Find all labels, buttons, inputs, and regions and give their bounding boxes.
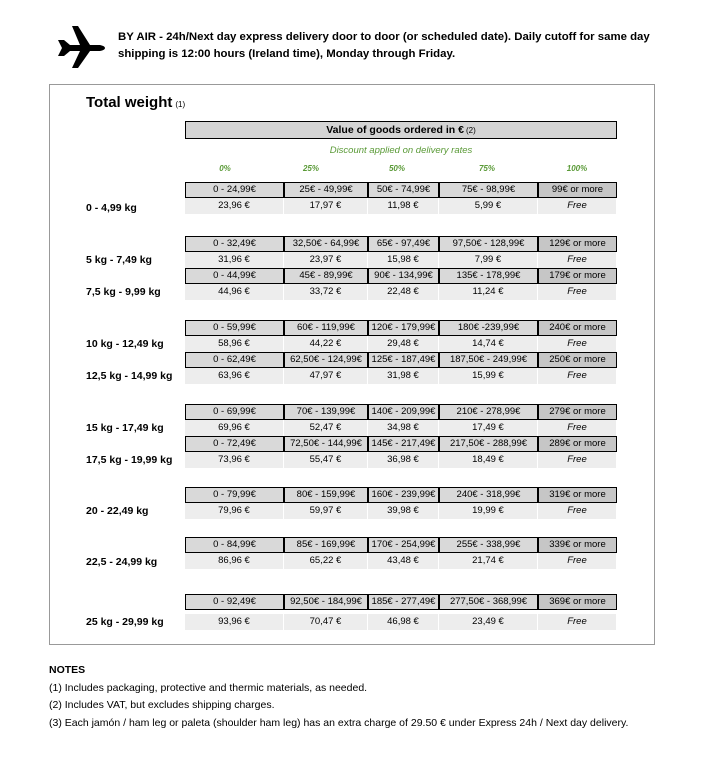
value-range-cell: 70€ - 139,99€ — [284, 404, 368, 420]
delivery-price-cell: Free — [538, 198, 617, 214]
value-range-cell: 135€ - 178,99€ — [439, 268, 538, 284]
delivery-price-cell: 15,99 € — [439, 368, 538, 384]
delivery-price-row — [185, 420, 617, 436]
value-range-cell: 160€ - 239,99€ — [368, 487, 439, 503]
delivery-price-cell: 39,98 € — [368, 503, 439, 519]
delivery-price-cell: 14,74 € — [439, 336, 538, 352]
value-range-row — [185, 182, 617, 198]
delivery-price-cell: 7,99 € — [439, 252, 538, 268]
value-range-row — [185, 236, 617, 252]
value-range-cell: 0 - 79,99€ — [185, 487, 284, 503]
delivery-price-row — [185, 336, 617, 352]
delivery-price-cell: 15,98 € — [368, 252, 439, 268]
value-range-cell: 187,50€ - 249,99€ — [439, 352, 538, 368]
delivery-price-cell: 58,96 € — [185, 336, 284, 352]
delivery-price-row — [185, 452, 617, 468]
value-range-cell: 0 - 69,99€ — [185, 404, 284, 420]
value-range-cell: 210€ - 278,99€ — [439, 404, 538, 420]
value-range-row — [185, 404, 617, 420]
value-range-cell: 250€ or more — [538, 352, 617, 368]
delivery-price-cell: 86,96 € — [185, 553, 284, 569]
value-range-cell: 120€ - 179,99€ — [368, 320, 439, 336]
delivery-price-cell: 63,96 € — [185, 368, 284, 384]
delivery-price-cell: 59,97 € — [284, 503, 368, 519]
delivery-price-cell: 36,98 € — [368, 452, 439, 468]
delivery-price-cell: 18,49 € — [439, 452, 538, 468]
value-range-cell: 289€ or more — [538, 436, 617, 452]
delivery-price-cell: 23,97 € — [284, 252, 368, 268]
notes — [49, 662, 659, 732]
delivery-price-cell: 33,72 € — [284, 284, 368, 300]
value-range-cell: 240€ - 318,99€ — [439, 487, 538, 503]
delivery-price-cell: 29,48 € — [368, 336, 439, 352]
delivery-price-cell: 69,96 € — [185, 420, 284, 436]
delivery-price-row — [185, 553, 617, 569]
discount-percent-2: 50% — [388, 164, 405, 173]
value-range-cell: 180€ -239,99€ — [439, 320, 538, 336]
delivery-price-cell: 44,22 € — [284, 336, 368, 352]
delivery-price-row — [185, 198, 617, 214]
weight-label: 20 - 22,49 kg — [86, 505, 149, 517]
delivery-price-cell: 19,99 € — [439, 503, 538, 519]
value-range-row — [185, 320, 617, 336]
weight-label: 22,5 - 24,99 kg — [86, 556, 158, 568]
value-range-cell: 90€ - 134,99€ — [368, 268, 439, 284]
delivery-price-cell: 17,49 € — [439, 420, 538, 436]
value-range-cell: 0 - 72,49€ — [185, 436, 284, 452]
header — [54, 22, 674, 72]
value-header-label: Value of goods ordered in € — [326, 124, 464, 136]
delivery-price-cell: 46,98 € — [368, 614, 439, 630]
weight-label: 12,5 kg - 14,99 kg — [86, 370, 173, 382]
value-range-cell: 0 - 44,99€ — [185, 268, 284, 284]
value-range-cell: 25€ - 49,99€ — [284, 182, 368, 198]
value-range-cell: 339€ or more — [538, 537, 617, 553]
value-range-cell: 65€ - 97,49€ — [368, 236, 439, 252]
delivery-price-cell: 44,96 € — [185, 284, 284, 300]
total-weight-label: Total weight — [86, 94, 173, 111]
delivery-price-cell: 23,49 € — [439, 614, 538, 630]
value-range-cell: 0 - 62,49€ — [185, 352, 284, 368]
delivery-price-cell: 34,98 € — [368, 420, 439, 436]
value-range-cell: 0 - 24,99€ — [185, 182, 284, 198]
value-range-cell: 75€ - 98,99€ — [439, 182, 538, 198]
delivery-price-cell: Free — [538, 503, 617, 519]
delivery-price-cell: Free — [538, 368, 617, 384]
value-range-cell: 0 - 84,99€ — [185, 537, 284, 553]
value-range-cell: 185€ - 277,49€ — [368, 594, 439, 610]
total-weight-note: (1) — [175, 100, 186, 109]
delivery-price-cell: 93,96 € — [185, 614, 284, 630]
delivery-price-cell: 79,96 € — [185, 503, 284, 519]
value-range-cell: 0 - 32,49€ — [185, 236, 284, 252]
delivery-price-cell: 11,24 € — [439, 284, 538, 300]
delivery-price-cell: Free — [538, 252, 617, 268]
delivery-price-cell: Free — [538, 420, 617, 436]
discount-percent-4: 100% — [566, 164, 588, 173]
delivery-price-cell: 47,97 € — [284, 368, 368, 384]
delivery-price-cell: 31,98 € — [368, 368, 439, 384]
value-range-cell: 170€ - 254,99€ — [368, 537, 439, 553]
value-range-row — [185, 537, 617, 553]
value-range-cell: 0 - 59,99€ — [185, 320, 284, 336]
weight-label: 0 - 4,99 kg — [86, 202, 137, 214]
value-range-cell: 50€ - 74,99€ — [368, 182, 439, 198]
value-range-cell: 369€ or more — [538, 594, 617, 610]
weight-label: 7,5 kg - 9,99 kg — [86, 286, 161, 298]
value-of-goods-header — [185, 121, 617, 139]
delivery-price-cell: 5,99 € — [439, 198, 538, 214]
value-range-cell: 0 - 92,49€ — [185, 594, 284, 610]
value-range-row — [185, 436, 617, 452]
value-range-row — [185, 268, 617, 284]
discount-percent-1: 25% — [302, 164, 319, 173]
value-range-cell: 319€ or more — [538, 487, 617, 503]
value-range-cell: 85€ - 169,99€ — [284, 537, 368, 553]
note-1: (1) Includes packaging, protective and thermic materials, as needed. — [49, 681, 368, 694]
weight-label: 17,5 kg - 19,99 kg — [86, 454, 173, 466]
value-header-note: (2) — [465, 126, 476, 135]
value-range-cell: 97,50€ - 128,99€ — [439, 236, 538, 252]
value-range-cell: 60€ - 119,99€ — [284, 320, 368, 336]
value-range-cell: 72,50€ - 144,99€ — [284, 436, 368, 452]
delivery-price-cell: 31,96 € — [185, 252, 284, 268]
discount-percent-0: 0% — [219, 164, 231, 173]
note-3: (3) Each jamón / ham leg or paleta (shoulder ham leg) has an extra charge of 29.50 € under Express 24h / Next day delivery. — [49, 716, 629, 729]
value-range-row — [185, 352, 617, 368]
weight-label: 25 kg - 29,99 kg — [86, 616, 164, 628]
delivery-price-row — [185, 503, 617, 519]
value-range-cell: 179€ or more — [538, 268, 617, 284]
delivery-price-row — [185, 614, 617, 630]
value-range-cell: 240€ or more — [538, 320, 617, 336]
value-range-cell: 45€ - 89,99€ — [284, 268, 368, 284]
delivery-price-cell: Free — [538, 614, 617, 630]
delivery-price-row — [185, 252, 617, 268]
value-range-row — [185, 594, 617, 610]
delivery-price-cell: Free — [538, 553, 617, 569]
value-range-cell: 217,50€ - 288,99€ — [439, 436, 538, 452]
value-range-cell: 129€ or more — [538, 236, 617, 252]
value-range-cell: 125€ - 187,49€ — [368, 352, 439, 368]
weight-label: 15 kg - 17,49 kg — [86, 422, 164, 434]
delivery-price-cell: Free — [538, 284, 617, 300]
total-weight-heading — [86, 94, 185, 111]
weight-label: 5 kg - 7,49 kg — [86, 254, 152, 266]
delivery-price-cell: 21,74 € — [439, 553, 538, 569]
value-range-cell: 62,50€ - 124,99€ — [284, 352, 368, 368]
discount-header: Discount applied on delivery rates — [329, 145, 473, 156]
value-range-cell: 277,50€ - 368,99€ — [439, 594, 538, 610]
delivery-price-cell: 55,47 € — [284, 452, 368, 468]
delivery-price-cell: 17,97 € — [284, 198, 368, 214]
value-range-cell: 99€ or more — [538, 182, 617, 198]
delivery-price-cell: 73,96 € — [185, 452, 284, 468]
delivery-price-cell: 23,96 € — [185, 198, 284, 214]
value-range-cell: 279€ or more — [538, 404, 617, 420]
value-range-cell: 32,50€ - 64,99€ — [284, 236, 368, 252]
header-text: BY AIR - 24h/Next day express delivery door to door (or scheduled date). Daily cutoff for same day shipping is 12:00 hours (Ireland time), Monday through Friday. — [118, 31, 650, 60]
notes-title: NOTES — [49, 664, 86, 676]
delivery-price-row — [185, 284, 617, 300]
value-range-cell: 255€ - 338,99€ — [439, 537, 538, 553]
weight-label: 10 kg - 12,49 kg — [86, 338, 164, 350]
delivery-price-cell: Free — [538, 336, 617, 352]
note-2: (2) Includes VAT, but excludes shipping charges. — [49, 699, 275, 711]
delivery-price-row — [185, 368, 617, 384]
value-range-cell: 80€ - 159,99€ — [284, 487, 368, 503]
discount-percent-3: 75% — [478, 164, 495, 173]
value-range-cell: 140€ - 209,99€ — [368, 404, 439, 420]
delivery-price-cell: 43,48 € — [368, 553, 439, 569]
delivery-price-cell: 22,48 € — [368, 284, 439, 300]
delivery-price-cell: 70,47 € — [284, 614, 368, 630]
value-range-row — [185, 487, 617, 503]
delivery-price-cell: 65,22 € — [284, 553, 368, 569]
value-range-cell: 92,50€ - 184,99€ — [284, 594, 368, 610]
delivery-price-cell: 52,47 € — [284, 420, 368, 436]
value-range-cell: 145€ - 217,49€ — [368, 436, 439, 452]
delivery-price-cell: 11,98 € — [368, 198, 439, 214]
airplane-icon — [54, 22, 106, 70]
delivery-price-cell: Free — [538, 452, 617, 468]
